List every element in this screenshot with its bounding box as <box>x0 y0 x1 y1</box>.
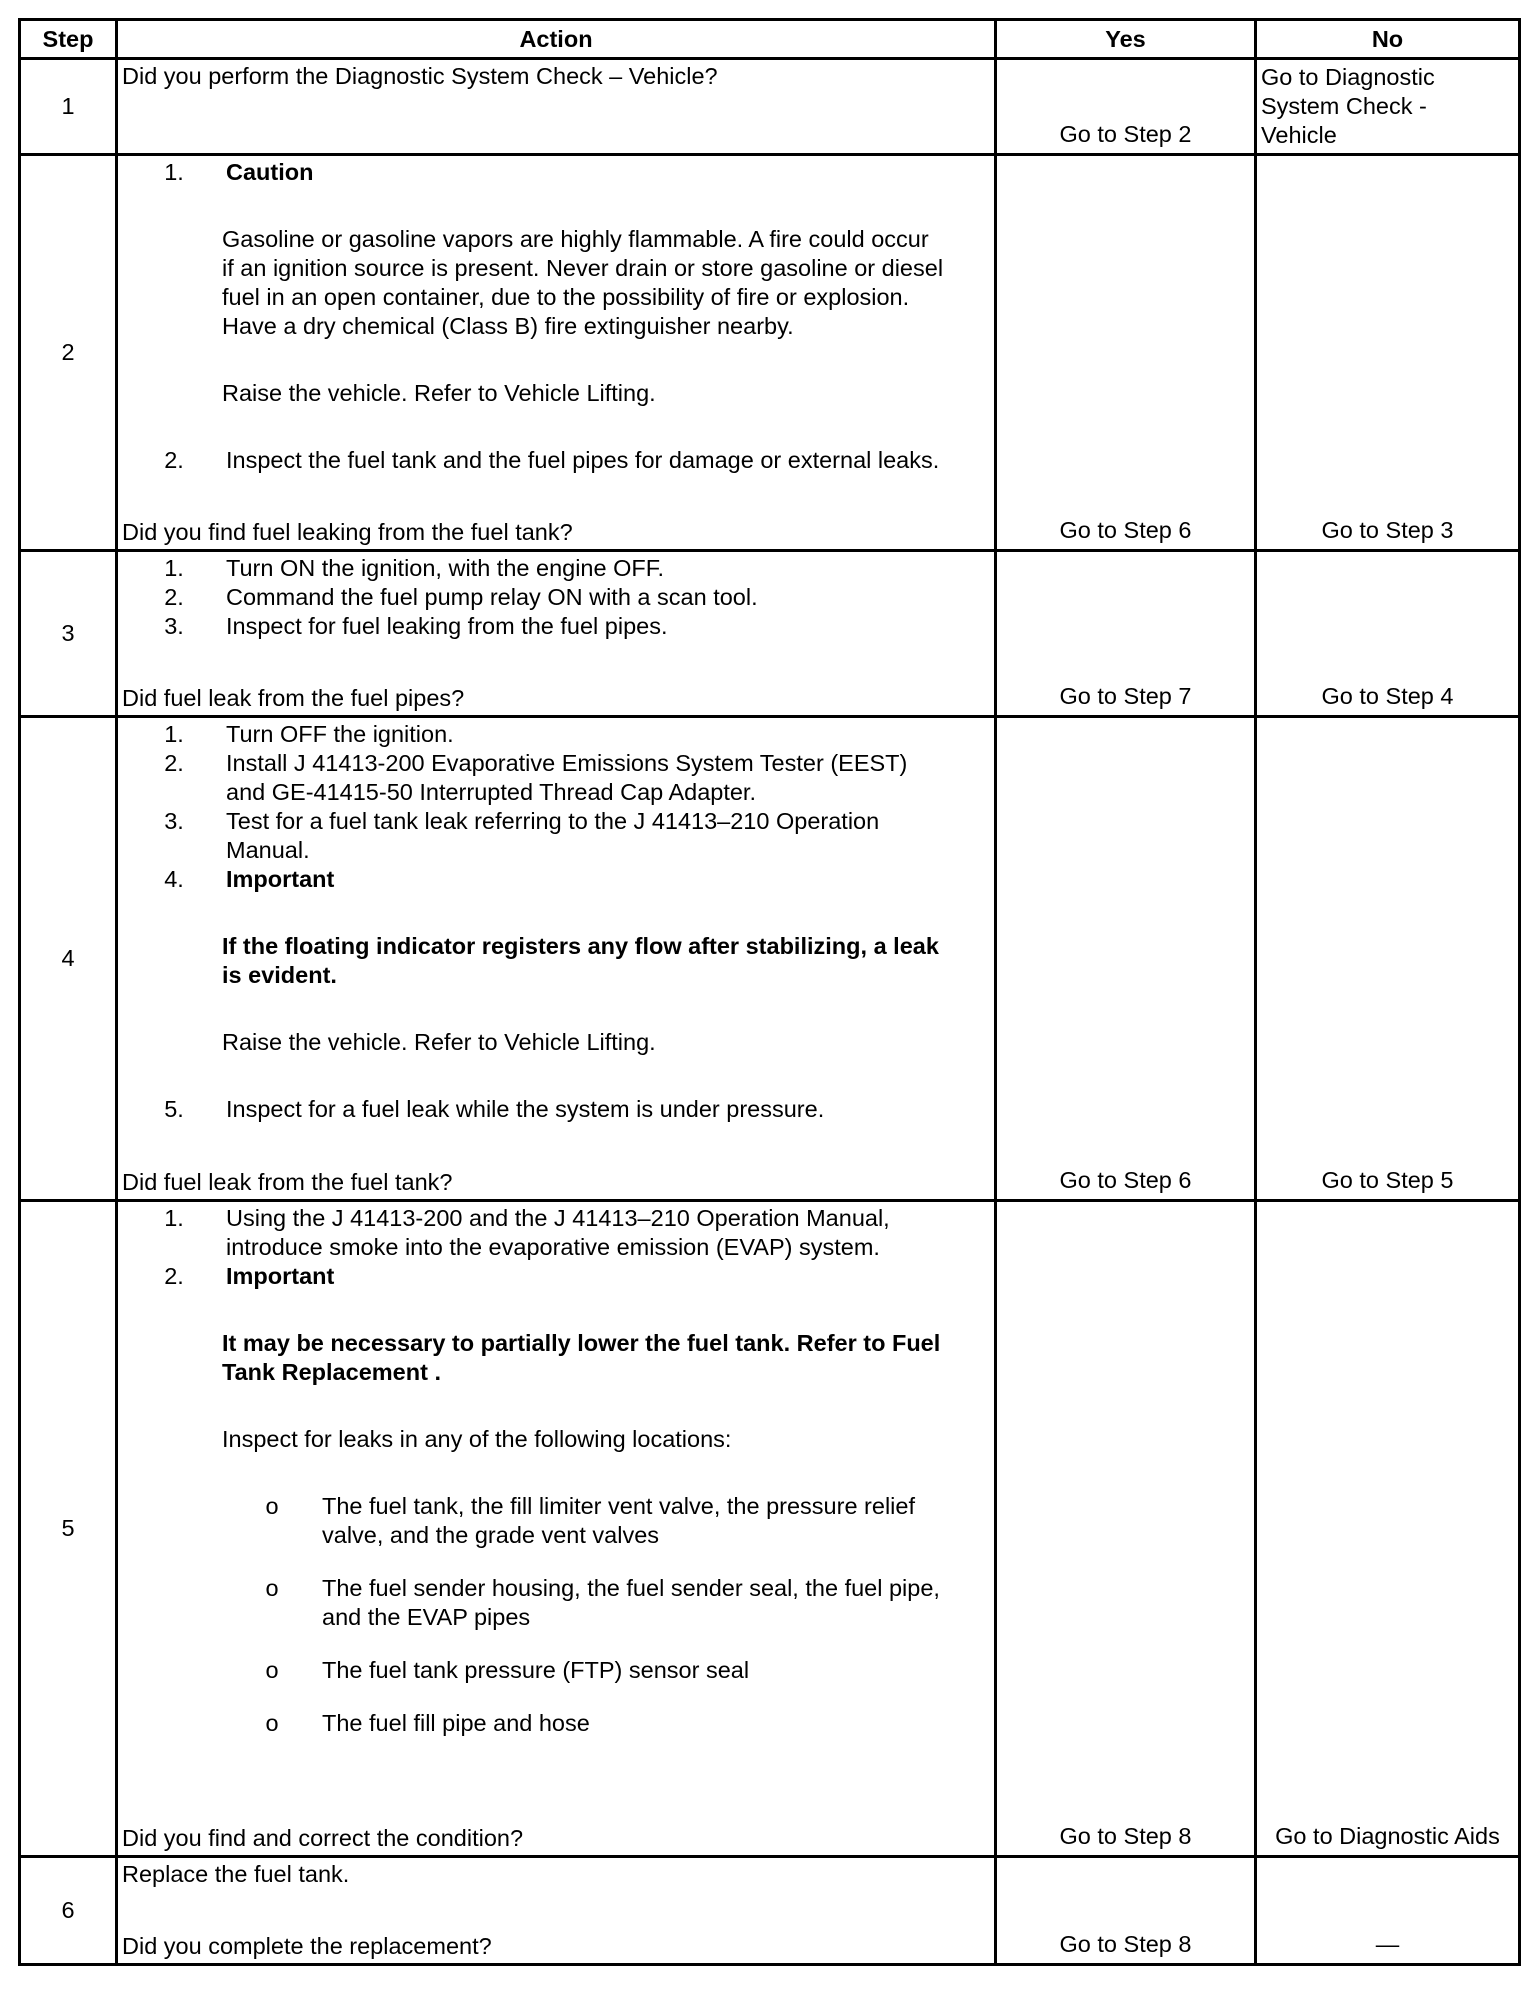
header-no: No <box>1256 20 1520 59</box>
no-cell: Go to Diagnostic Aids <box>1256 1201 1520 1857</box>
question-text: Did you find fuel leaking from the fuel tank? <box>122 519 573 545</box>
step-number: 4 <box>20 717 117 1201</box>
bullet-mark: o <box>265 1657 279 1683</box>
text-line: introduce smoke into the evaporative emission (EVAP) system. <box>226 1234 880 1260</box>
action-cell <box>117 1857 996 1965</box>
list-item <box>122 865 990 894</box>
item-number: 1. <box>164 1205 184 1231</box>
diagnostic-table <box>18 18 1521 1966</box>
text-line: Tank Replacement . <box>222 1359 441 1385</box>
text-line: Manual. <box>226 837 310 863</box>
item-number: 2. <box>164 1263 184 1289</box>
important-text <box>122 932 990 990</box>
no-line: System Check - <box>1261 93 1427 119</box>
no-line: Vehicle <box>1261 122 1337 148</box>
list-item <box>122 446 990 475</box>
step-row-2 <box>20 155 1520 551</box>
text-line: Have a dry chemical (Class B) fire extinguisher nearby. <box>222 313 794 339</box>
bullet-text: The fuel fill pipe and hose <box>322 1710 590 1736</box>
yes-cell: Go to Step 8 <box>996 1857 1256 1965</box>
important-title: Important <box>226 866 335 892</box>
header-row <box>20 20 1520 59</box>
bullet-item <box>122 1492 990 1550</box>
text-line: Using the J 41413-200 and the J 41413–210 Operation Manual, <box>226 1205 890 1231</box>
question-text: Did you perform the Diagnostic System Check – Vehicle? <box>122 63 718 89</box>
action-cell <box>117 59 996 155</box>
question-text: Did fuel leak from the fuel tank? <box>122 1169 453 1195</box>
step-row-6 <box>20 1857 1520 1965</box>
item-number: 1. <box>164 555 184 581</box>
item-text <box>226 1204 990 1262</box>
list-item <box>122 158 990 187</box>
list-item <box>122 1262 990 1291</box>
yes-cell: Go to Step 6 <box>996 155 1256 551</box>
step-row-1 <box>20 59 1520 155</box>
bullet-text <box>322 1492 990 1550</box>
no-cell: Go to Step 4 <box>1256 551 1520 717</box>
list-item <box>122 807 990 865</box>
text-line: Install J 41413-200 Evaporative Emissions System Tester (EEST) <box>226 750 908 776</box>
item-number: 2. <box>164 584 184 610</box>
step-number: 5 <box>20 1201 117 1857</box>
action-cell <box>117 1201 996 1857</box>
text-line: If the floating indicator registers any flow after stabilizing, a leak <box>222 933 939 959</box>
action-cell <box>117 717 996 1201</box>
text-line: and GE-41415-50 Interrupted Thread Cap Adapter. <box>226 779 756 805</box>
item-text: Inspect for a fuel leak while the system is under pressure. <box>226 1096 825 1122</box>
important-title: Important <box>226 1263 335 1289</box>
item-text: Turn OFF the ignition. <box>226 721 454 747</box>
instruction-text: Raise the vehicle. Refer to Vehicle Lifting. <box>222 1029 656 1055</box>
text-line: fuel in an open container, due to the possibility of fire or explosion. <box>222 284 910 310</box>
bullet-text <box>322 1574 990 1632</box>
step-number: 6 <box>20 1857 117 1965</box>
no-cell: Go to Step 3 <box>1256 155 1520 551</box>
text-line: if an ignition source is present. Never drain or store gasoline or diesel <box>222 255 944 281</box>
list-item <box>122 749 990 807</box>
instruction-text: Raise the vehicle. Refer to Vehicle Lifting. <box>222 380 656 406</box>
text-line: valve, and the grade vent valves <box>322 1522 660 1548</box>
action-cell <box>117 155 996 551</box>
yes-cell: Go to Step 2 <box>996 59 1256 155</box>
item-number: 1. <box>164 159 184 185</box>
bullet-item <box>122 1709 990 1738</box>
bullet-item <box>122 1656 990 1685</box>
header-step: Step <box>20 20 117 59</box>
no-cell: Go to Step 5 <box>1256 717 1520 1201</box>
item-text: Inspect the fuel tank and the fuel pipes for damage or external leaks. <box>226 447 940 473</box>
header-yes: Yes <box>996 20 1256 59</box>
no-line: Go to Diagnostic <box>1261 64 1435 90</box>
yes-cell: Go to Step 6 <box>996 717 1256 1201</box>
text-line: Gasoline or gasoline vapors are highly flammable. A fire could occur <box>222 226 929 252</box>
step-row-4 <box>20 717 1520 1201</box>
item-number: 4. <box>164 866 184 892</box>
bullet-text: The fuel tank pressure (FTP) sensor seal <box>322 1657 750 1683</box>
item-number: 2. <box>164 447 184 473</box>
item-text: Inspect for fuel leaking from the fuel pipes. <box>226 613 668 639</box>
step-number: 2 <box>20 155 117 551</box>
step-number: 1 <box>20 59 117 155</box>
no-cell <box>1256 59 1520 155</box>
caution-title: Caution <box>226 159 314 185</box>
item-number: 3. <box>164 613 184 639</box>
yes-cell: Go to Step 8 <box>996 1201 1256 1857</box>
text-line: It may be necessary to partially lower the fuel tank. Refer to Fuel <box>222 1330 941 1356</box>
yes-cell: Go to Step 7 <box>996 551 1256 717</box>
list-item <box>122 1204 990 1262</box>
step-row-5 <box>20 1201 1520 1857</box>
bullet-item <box>122 1574 990 1632</box>
item-number: 3. <box>164 808 184 834</box>
intro-text: Replace the fuel tank. <box>122 1861 350 1887</box>
diagnostic-table-sheet <box>18 18 1518 1978</box>
bullet-mark: o <box>265 1493 279 1519</box>
step-row-3 <box>20 551 1520 717</box>
text-line: The fuel tank, the fill limiter vent valve, the pressure relief <box>322 1493 915 1519</box>
item-number: 5. <box>164 1096 184 1122</box>
important-text <box>122 1329 990 1387</box>
item-text: Turn ON the ignition, with the engine OFF. <box>226 555 665 581</box>
step-number: 3 <box>20 551 117 717</box>
item-number: 1. <box>164 721 184 747</box>
list-item <box>122 1095 990 1124</box>
list-item <box>122 583 990 612</box>
text-line: and the EVAP pipes <box>322 1604 531 1630</box>
instruction-text: Inspect for leaks in any of the following locations: <box>222 1426 732 1452</box>
text-line: The fuel sender housing, the fuel sender seal, the fuel pipe, <box>322 1575 940 1601</box>
question-text: Did you find and correct the condition? <box>122 1825 524 1851</box>
item-number: 2. <box>164 750 184 776</box>
item-text <box>226 749 990 807</box>
text-line: Test for a fuel tank leak referring to the J 41413–210 Operation <box>226 808 880 834</box>
caution-text <box>122 225 990 341</box>
question-text: Did you complete the replacement? <box>122 1933 492 1959</box>
no-cell: — <box>1256 1857 1520 1965</box>
list-item <box>122 612 990 641</box>
item-text: Command the fuel pump relay ON with a scan tool. <box>226 584 758 610</box>
bullet-mark: o <box>265 1710 279 1736</box>
list-item <box>122 720 990 749</box>
question-text: Did fuel leak from the fuel pipes? <box>122 685 465 711</box>
header-action: Action <box>117 20 996 59</box>
item-text <box>226 807 990 865</box>
action-cell <box>117 551 996 717</box>
list-item <box>122 554 990 583</box>
text-line: is evident. <box>222 962 337 988</box>
bullet-mark: o <box>265 1575 279 1601</box>
